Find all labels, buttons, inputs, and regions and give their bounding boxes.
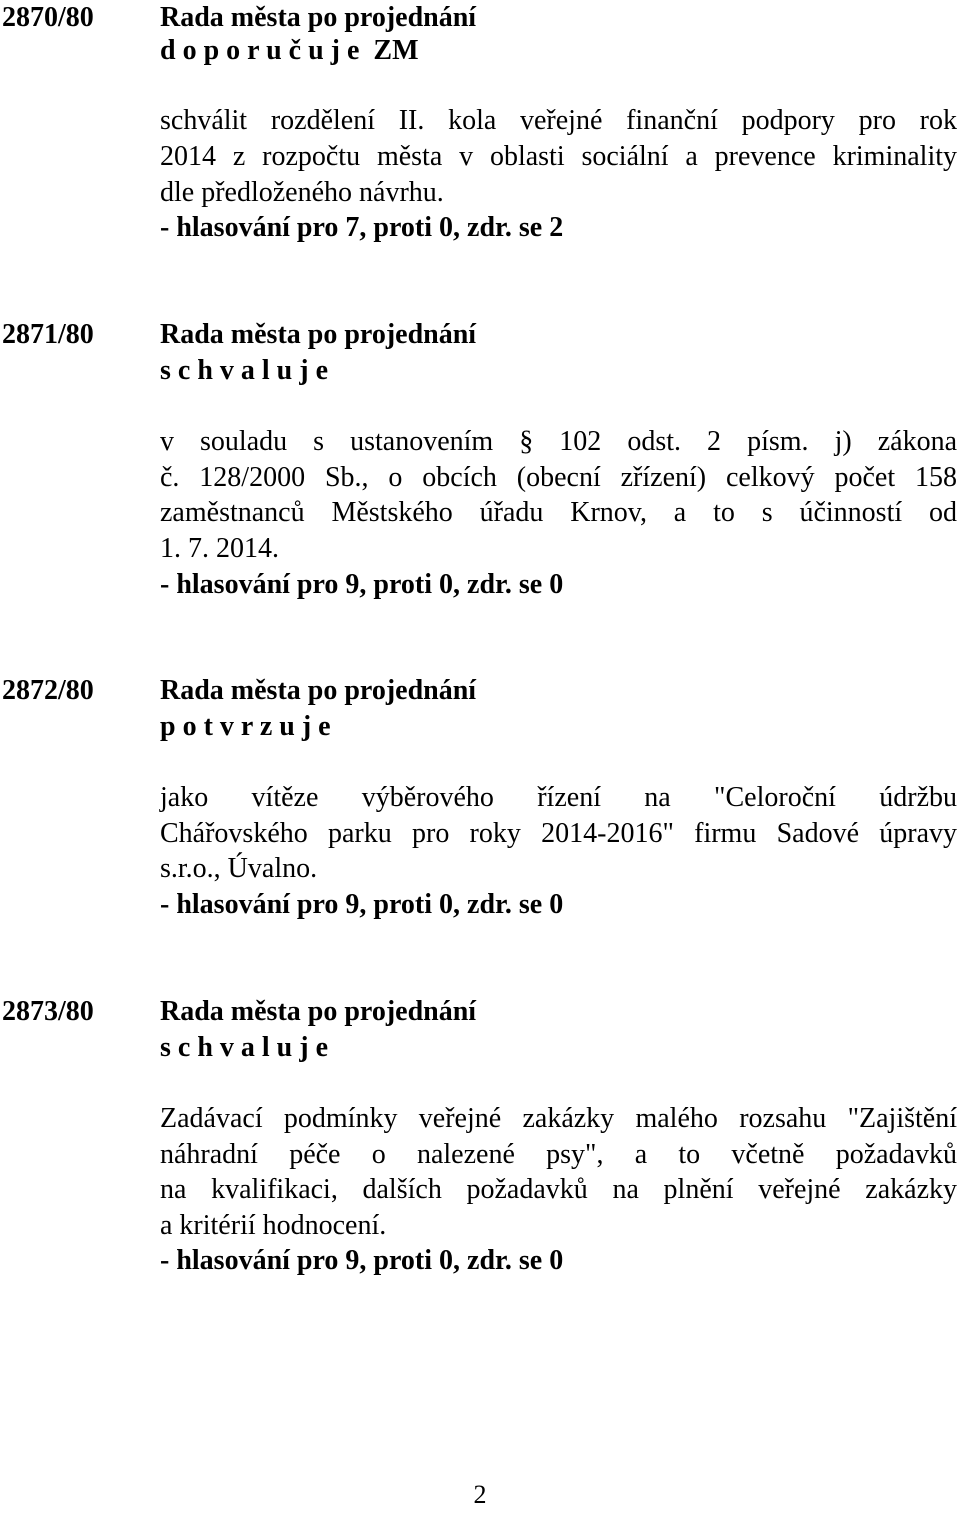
vote-result: - hlasování pro 9, proti 0, zdr. se 0 — [160, 1245, 564, 1276]
resolution-verb: p o t v r z u j e — [160, 711, 331, 742]
resolution-number: 2870/80 — [2, 2, 94, 33]
body-line: s.r.o., Úvalno. — [160, 853, 318, 884]
resolution-verb: d o p o r u č u j e ZM — [160, 35, 419, 66]
body-line: schválit rozdělení II. kola veřejné finanční podpory pro rok — [160, 105, 957, 136]
resolution-verb: s c h v a l u j e — [160, 1032, 328, 1063]
body-line: Zadávací podmínky veřejné zakázky malého rozsahu "Zajištění — [160, 1103, 957, 1134]
vote-result: - hlasování pro 9, proti 0, zdr. se 0 — [160, 569, 564, 600]
body-line: jako vítěze výběrového řízení na "Celoroční údržbu — [160, 782, 957, 813]
resolution-number: 2871/80 — [2, 319, 94, 350]
body-line: dle předloženého návrhu. — [160, 177, 444, 208]
body-line: na kvalifikaci, dalších požadavků na plnění veřejné zakázky — [160, 1174, 957, 1205]
resolution-number: 2873/80 — [2, 996, 94, 1027]
page-number: 2 — [473, 1480, 487, 1509]
body-line: náhradní péče o nalezené psy", a to včetně požadavků — [160, 1139, 957, 1170]
vote-result: - hlasování pro 9, proti 0, zdr. se 0 — [160, 889, 564, 920]
resolution-verb: s c h v a l u j e — [160, 355, 328, 386]
resolution-header: Rada města po projednání — [160, 675, 477, 706]
body-line: 1. 7. 2014. — [160, 533, 279, 564]
resolution-header: Rada města po projednání — [160, 2, 477, 33]
resolution-header: Rada města po projednání — [160, 319, 477, 350]
resolution-header: Rada města po projednání — [160, 996, 477, 1027]
resolution-number: 2872/80 — [2, 675, 94, 706]
body-line: 2014 z rozpočtu města v oblasti sociální a prevence kriminality — [160, 141, 957, 172]
body-line: a kritérií hodnocení. — [160, 1210, 387, 1241]
body-line: v souladu s ustanovením § 102 odst. 2 písm. j) zákona — [160, 426, 957, 457]
body-line: zaměstnanců Městského úřadu Krnov, a to s účinností od — [160, 497, 957, 528]
vote-result: - hlasování pro 7, proti 0, zdr. se 2 — [160, 212, 564, 243]
body-line: Chářovského parku pro roky 2014-2016" firmu Sadové úpravy — [160, 818, 957, 849]
body-line: č. 128/2000 Sb., o obcích (obecní zřízení) celkový počet 158 — [160, 462, 957, 493]
